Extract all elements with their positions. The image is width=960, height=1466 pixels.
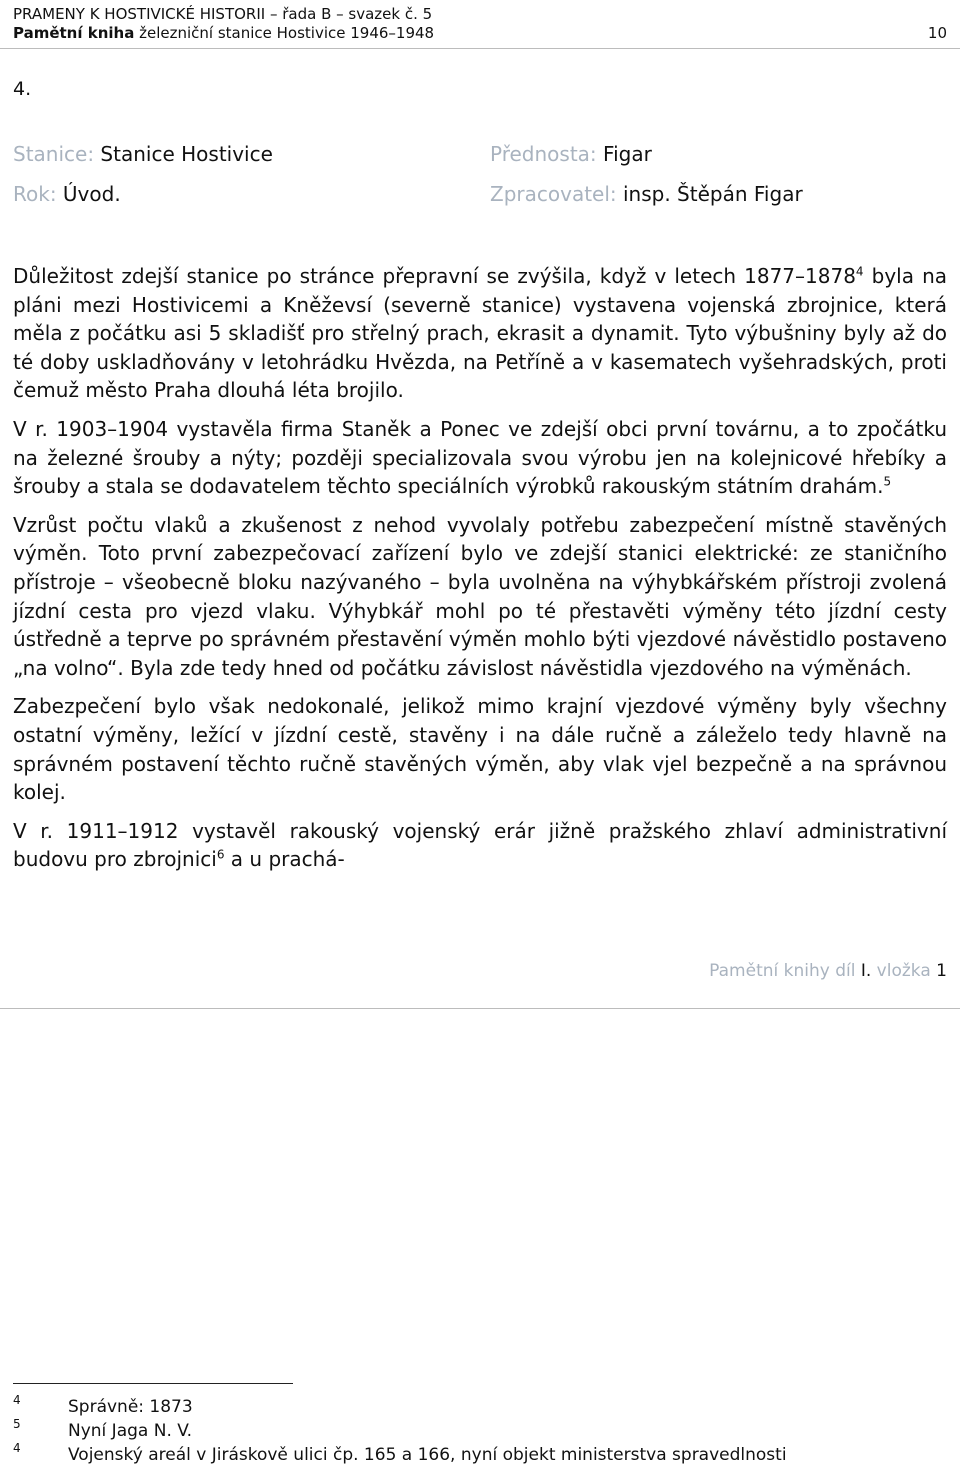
paragraph-4: Zabezpečení bylo však nedokonalé, jelikož mimo krajní vjezdové výměny byly všechny ostatní výměny, ležící v jízdní cestě, stavěny i na dále ručně a záleželo tedy hlavně na správném postavení těchto ručně stavěných výměn, aby vlak vjel bezpečně a na správnou kolej.: [13, 694, 947, 805]
footnote-text: Vojenský areál v Jiráskově ulici čp. 165 a 166, nyní objekt ministerstva spravedlnosti: [68, 1445, 787, 1465]
chief-field: [490, 142, 652, 166]
paragraph-2-part-a: V r. 1903–1904 vystavěla firma Staněk a Ponec ve zdejší obci první továrnu, a to zpočátku na železné šrouby a nýty; později specializovala svou výrobu jen na kolejnicové hřebíky a šrouby a stala se dodavatelem těchto speciálních výrobků rakouským státním drahám.: [13, 416, 947, 499]
paragraph-5-part-b: a u prachá-: [224, 847, 345, 872]
editor-field: [490, 182, 803, 206]
footnote-text: Nyní Jaga N. V.: [68, 1421, 193, 1441]
station-value: Stanice Hostivice: [94, 142, 273, 166]
editor-label: Zpracovatel:: [490, 182, 617, 206]
footnote-text: Správně: 1873: [68, 1397, 193, 1417]
insert-label: vložka: [871, 961, 937, 981]
volume-reference: [709, 960, 947, 982]
year-field: [13, 182, 121, 206]
year-label: Rok:: [13, 182, 57, 206]
station-field: [13, 142, 273, 166]
header-title-bold: Pamětní kniha: [13, 24, 135, 42]
footnote-number: 4: [13, 1393, 21, 1407]
running-header-title: [13, 24, 434, 42]
footnote-ref-5: 5: [883, 474, 892, 489]
page-number: 10: [927, 24, 947, 42]
body-text: [13, 262, 947, 884]
volume-part: I.: [860, 961, 872, 981]
paragraph-1-part-b: byla na pláni mezi Hostivicemi a Kněževsí (severně stanice) vystavena vojenská zbrojnice, která měla z počátku asi 5 skladišť pro střelný prach, ekrasit a dynamit. Tyto výbušniny byly až do té doby uskladňovány v letohrádku Hvězda, na Petříně a v kasematech vyšehradských, proti čemuž město Praha dlouhá léta brojilo.: [13, 264, 947, 403]
year-value: Úvod.: [56, 182, 121, 206]
header-title-rest: železniční stanice Hostivice 1946–1948: [134, 24, 435, 42]
volume-label: Pamětní knihy díl: [709, 961, 861, 981]
frame-divider: [0, 1008, 960, 1009]
footnote-number: 5: [13, 1417, 21, 1431]
station-label: Stanice:: [13, 142, 95, 166]
footnote-separator: [13, 1383, 293, 1384]
paragraph-3: Vzrůst počtu vlaků a zkušenost z nehod vyvolaly potřebu zabezpečení místně stavěných výměn. Toto první zabezpečovací zařízení bylo ve zdejší stanici elektrické: ze staničního přístroje – všeobecně bloku nazývaného – byla uvolněna na výhybkářském přístroji zvolená jízdní cesta pro vjezd vlaku. Výhybkář mohl po té přestavěti výměny této jízdní cesty ústředně a teprve po správném přestavění výměn mohlo býti vjezdové návěstidlo postaveno „na volno“. Byla zde tedy hned od počátku závislost návěstidla vjezdového na výměnách.: [13, 512, 947, 680]
chief-value: Figar: [596, 142, 652, 166]
paragraph-2: [13, 415, 947, 501]
footnote-ref-6: 6: [216, 847, 225, 862]
editor-value: insp. Štěpán Figar: [616, 182, 803, 206]
footnote-ref-4: 4: [855, 264, 864, 279]
insert-number: 1: [936, 961, 947, 981]
paragraph-1-part-a: Důležitost zdejší stanice po stránce přepravní se zvýšila, když v letech 1877–1878: [13, 264, 856, 288]
footnote-number: 4: [13, 1441, 21, 1455]
entry-number: 4.: [13, 78, 32, 100]
paragraph-1: [13, 262, 947, 405]
header-divider: [0, 48, 960, 49]
running-header-series: PRAMENY K HOSTIVICKÉ HISTORII – řada B – svazek č. 5: [13, 5, 433, 23]
paragraph-5: [13, 817, 947, 874]
paragraph-5-part-a: V r. 1911–1912 vystavěl rakouský vojenský erár jižně pražského zhlaví administrativní budovu pro zbrojnici: [13, 818, 947, 872]
chief-label: Přednosta:: [490, 142, 597, 166]
